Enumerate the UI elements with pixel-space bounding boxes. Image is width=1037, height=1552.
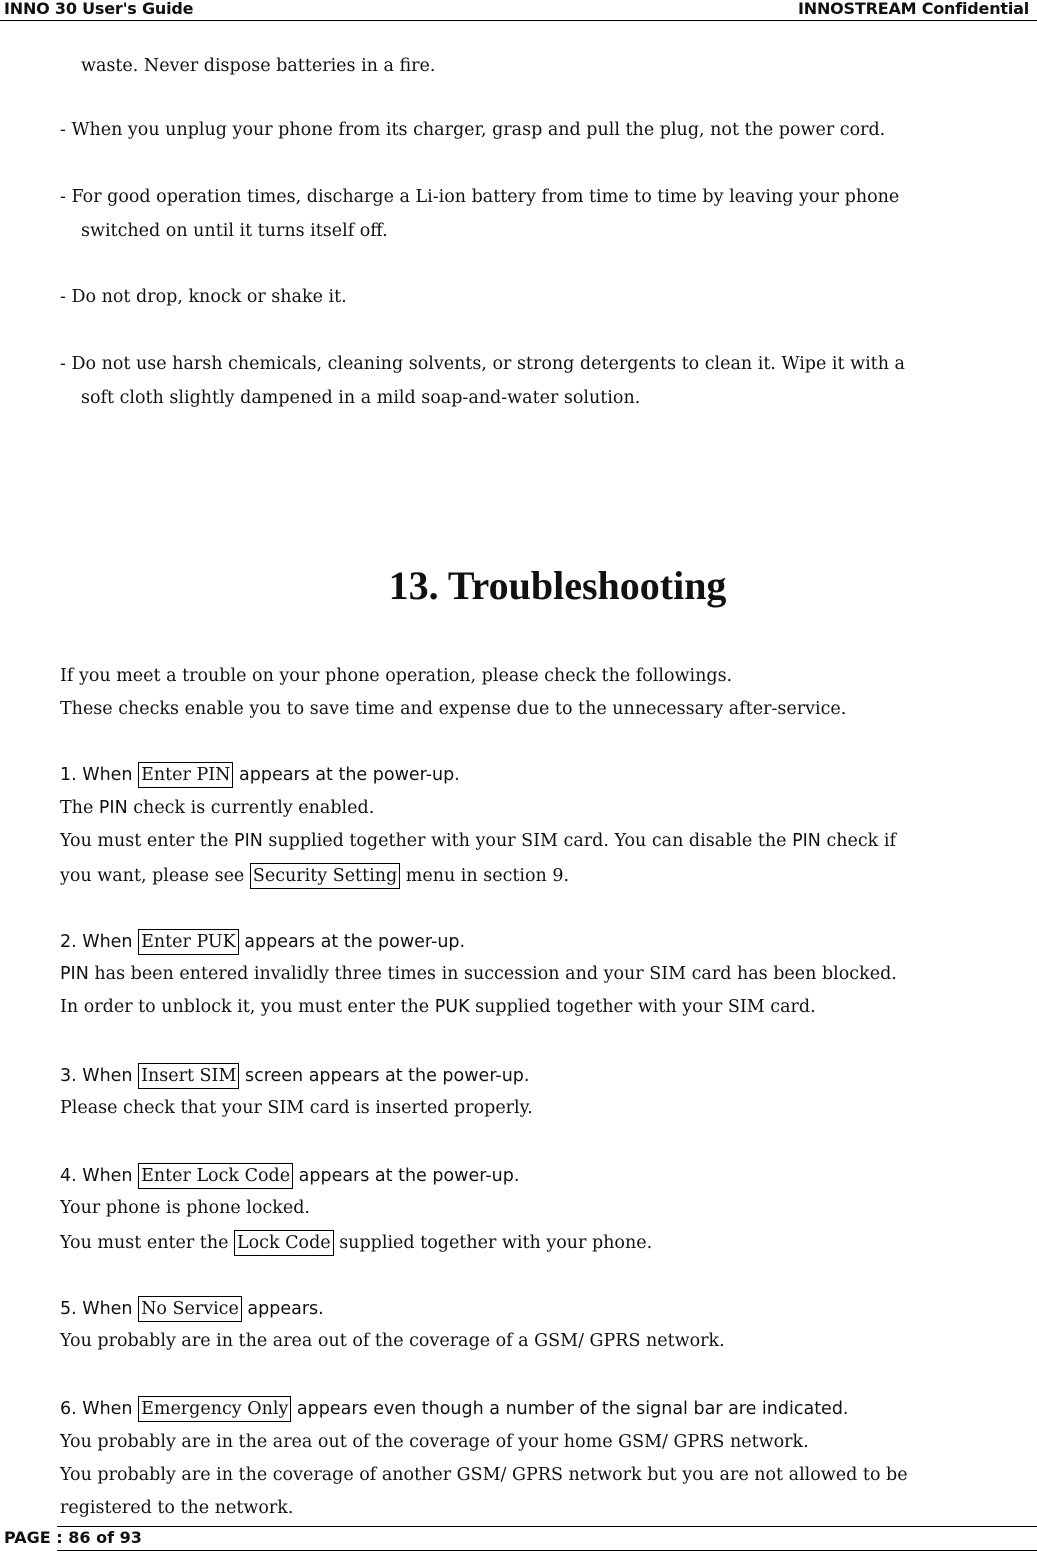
intro-line: If you meet a trouble on your phone operation, please check the followings. (60, 666, 733, 686)
item-text: registered to the network. (60, 1498, 294, 1518)
page-footer (0, 1526, 1037, 1552)
tip-chemicals: - Do not use harsh chemicals, cleaning solvents, or strong detergents to clean it. Wipe it with a (60, 354, 905, 374)
item-text: You probably are in the coverage of another GSM/ GPRS network but you are not allowed to be (60, 1465, 908, 1485)
tip-unplug: - When you unplug your phone from its charger, grasp and pull the plug, not the power cord. (60, 120, 886, 140)
page-number: PAGE : 86 of 93 (4, 1528, 142, 1547)
boxed-term-insert-sim: Insert SIM (138, 1063, 239, 1089)
item-text: Please check that your SIM card is inserted properly. (60, 1098, 533, 1118)
boxed-term-enter-lock-code: Enter Lock Code (138, 1163, 293, 1189)
text-line: waste. Never dispose batteries in a fire. (81, 56, 436, 76)
section-title: 13. Troubleshooting (388, 563, 727, 608)
item-text: You must enter the Lock Code supplied together with your phone. (60, 1230, 652, 1256)
item-heading-3: 3. When Insert SIM screen appears at the power-up. (60, 1063, 529, 1089)
tip-discharge: - For good operation times, discharge a Li-ion battery from time to time by leaving your phone (60, 187, 900, 207)
boxed-term-enter-puk: Enter PUK (138, 929, 239, 955)
doc-title: INNO 30 User's Guide (4, 0, 194, 18)
boxed-term-lock-code: Lock Code (234, 1230, 334, 1256)
item-text: You probably are in the area out of the coverage of your home GSM/ GPRS network. (60, 1432, 809, 1452)
item-heading-4: 4. When Enter Lock Code appears at the power-up. (60, 1163, 519, 1189)
footer-rule (57, 1526, 1037, 1527)
item-text: The PIN check is currently enabled. (60, 798, 375, 818)
item-text: In order to unblock it, you must enter the PUK supplied together with your SIM card. (60, 997, 816, 1017)
tip-drop: - Do not drop, knock or shake it. (60, 287, 347, 307)
page-header (0, 0, 1037, 21)
item-text: PIN has been entered invalidly three times in succession and your SIM card has been blocked. (60, 964, 897, 984)
item-heading-6: 6. When Emergency Only appears even though a number of the signal bar are indicated. (60, 1396, 849, 1422)
intro-line: These checks enable you to save time and expense due to the unnecessary after-service. (60, 699, 847, 719)
boxed-term-enter-pin: Enter PIN (138, 762, 233, 788)
confidential-label: INNOSTREAM Confidential (798, 0, 1029, 18)
tip-discharge-cont: switched on until it turns itself off. (81, 221, 388, 241)
item-text: You probably are in the area out of the coverage of a GSM/ GPRS network. (60, 1331, 725, 1351)
item-heading-5: 5. When No Service appears. (60, 1296, 324, 1322)
item-heading-2: 2. When Enter PUK appears at the power-up. (60, 929, 465, 955)
item-text: You must enter the PIN supplied together with your SIM card. You can disable the PIN check if (60, 831, 896, 851)
tip-chemicals-cont: soft cloth slightly dampened in a mild soap-and-water solution. (81, 388, 641, 408)
boxed-term-security-setting: Security Setting (250, 863, 400, 889)
boxed-term-no-service: No Service (138, 1296, 242, 1322)
item-text: you want, please see Security Setting menu in section 9. (60, 863, 569, 889)
boxed-term-emergency-only: Emergency Only (138, 1396, 291, 1422)
item-heading-1: 1. When Enter PIN appears at the power-up. (60, 762, 460, 788)
item-text: Your phone is phone locked. (60, 1198, 310, 1218)
